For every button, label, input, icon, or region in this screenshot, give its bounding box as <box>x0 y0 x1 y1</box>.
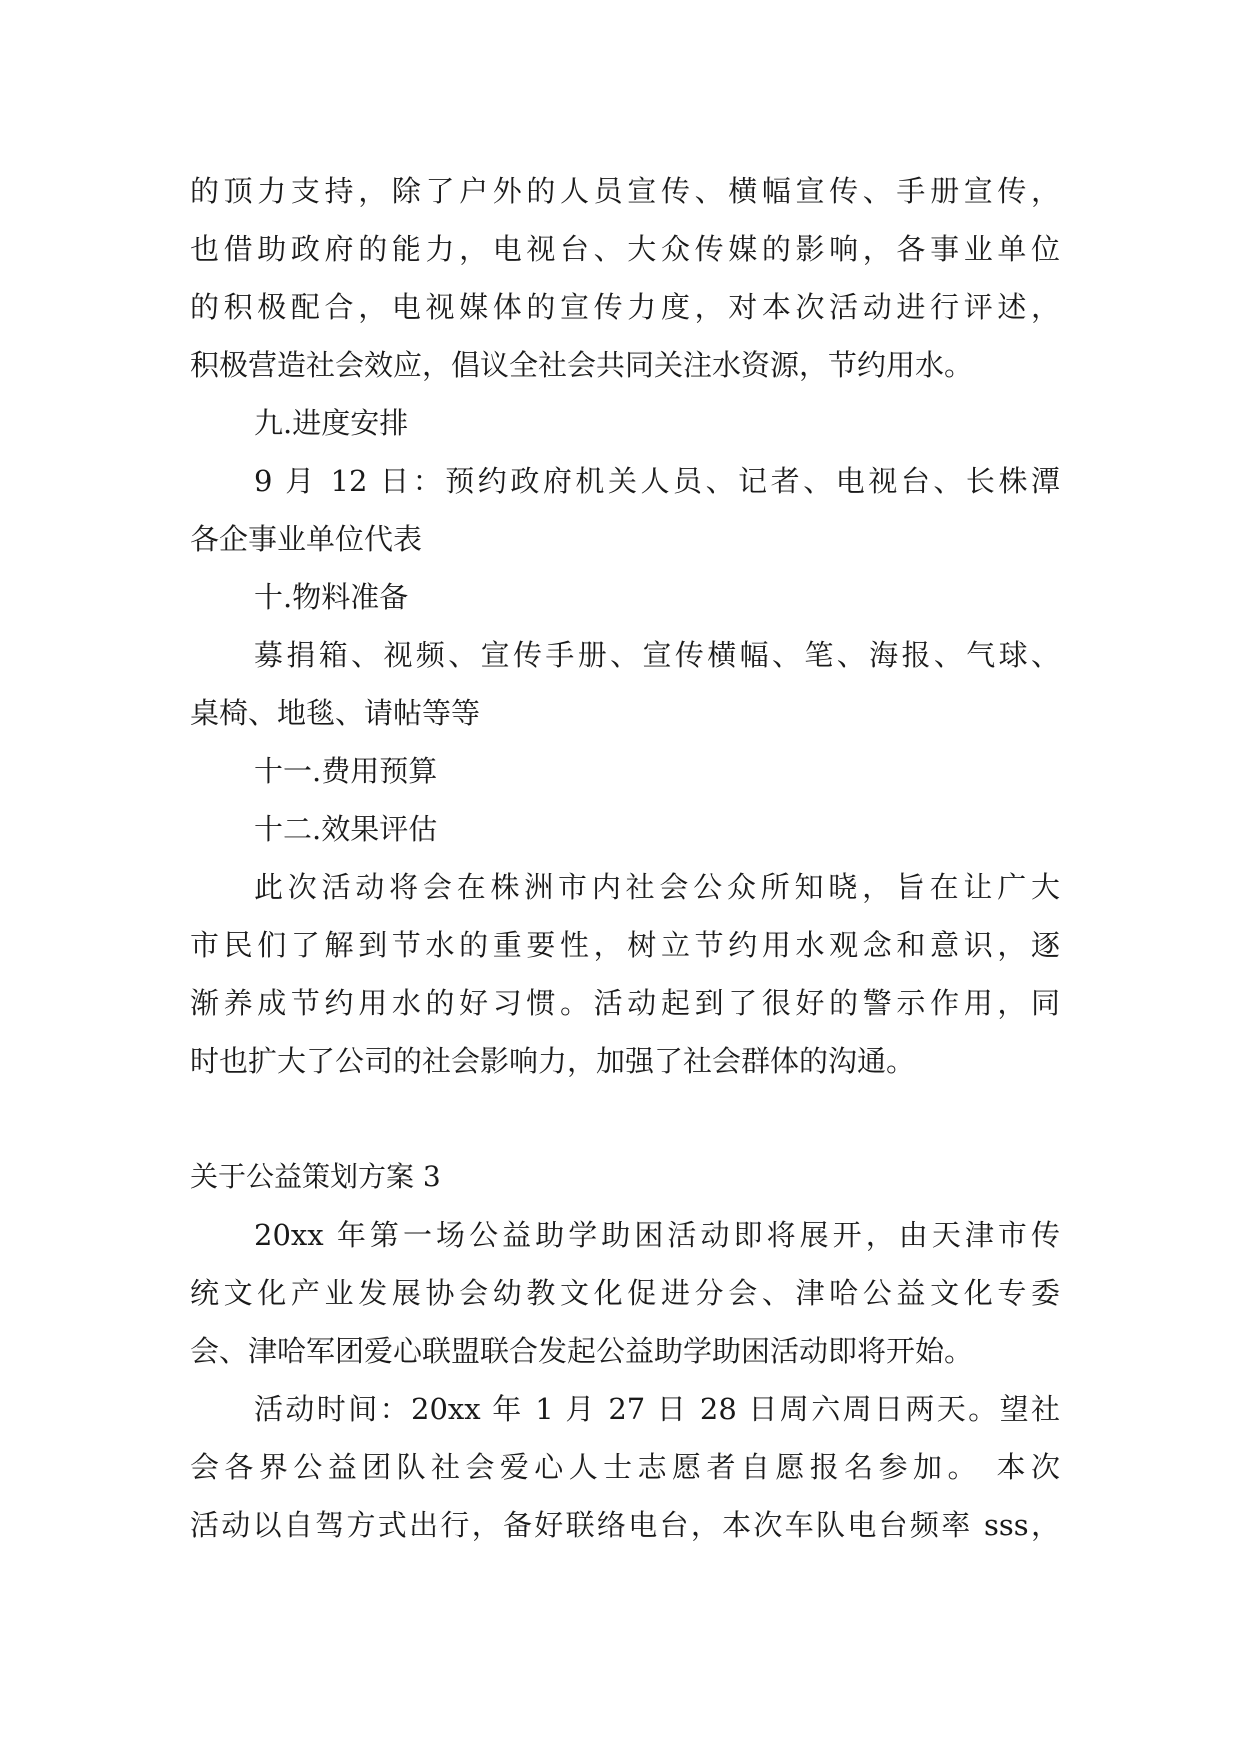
section-heading-materials: 十.物料准备 <box>254 580 409 614</box>
text-line: 会各界公益团队社会爱心人士志愿者自愿报名参加。 本次 <box>190 1450 1060 1484</box>
text-line: 20xx 年第一场公益助学助困活动即将展开，由天津市传 <box>254 1218 1060 1252</box>
section-heading-evaluation: 十二.效果评估 <box>254 812 438 846</box>
text-line: 9 月 12 日：预约政府机关人员、记者、电视台、长株潭 <box>254 464 1060 498</box>
section-heading-budget: 十一.费用预算 <box>254 754 438 788</box>
text-line: 募捐箱、视频、宣传手册、宣传横幅、笔、海报、气球、 <box>254 638 1060 672</box>
text-line: 会、津哈军团爱心联盟联合发起公益助学助困活动即将开始。 <box>190 1334 974 1368</box>
text-line: 活动时间：20xx 年 1 月 27 日 28 日周六周日两天。望社 <box>254 1392 1060 1426</box>
text-line: 时也扩大了公司的社会影响力，加强了社会群体的沟通。 <box>190 1044 916 1078</box>
text-line: 也借助政府的能力，电视台、大众传媒的影响，各事业单位 <box>190 232 1060 266</box>
text-line: 积极营造社会效应，倡议全社会共同关注水资源，节约用水。 <box>190 348 974 382</box>
text-line: 桌椅、地毯、请帖等等 <box>190 696 481 730</box>
text-line: 此次活动将会在株洲市内社会公众所知晓，旨在让广大 <box>254 870 1060 904</box>
document-title: 关于公益策划方案 3 <box>190 1160 441 1193</box>
text-line: 的顶力支持，除了户外的人员宣传、横幅宣传、手册宣传， <box>190 174 1060 208</box>
spacer <box>190 1090 1060 1148</box>
text-line: 的积极配合，电视媒体的宣传力度，对本次活动进行评述， <box>190 290 1060 324</box>
text-line: 各企事业单位代表 <box>190 522 423 556</box>
document-body <box>190 162 1060 1554</box>
text-line: 活动以自驾方式出行，备好联络电台，本次车队电台频率 sss， <box>190 1508 1060 1542</box>
text-line: 统文化产业发展协会幼教文化促进分会、津哈公益文化专委 <box>190 1276 1060 1310</box>
section-heading-schedule: 九.进度安排 <box>254 406 409 440</box>
text-line: 渐养成节约用水的好习惯。活动起到了很好的警示作用，同 <box>190 986 1060 1020</box>
text-line: 市民们了解到节水的重要性，树立节约用水观念和意识，逐 <box>190 928 1060 962</box>
